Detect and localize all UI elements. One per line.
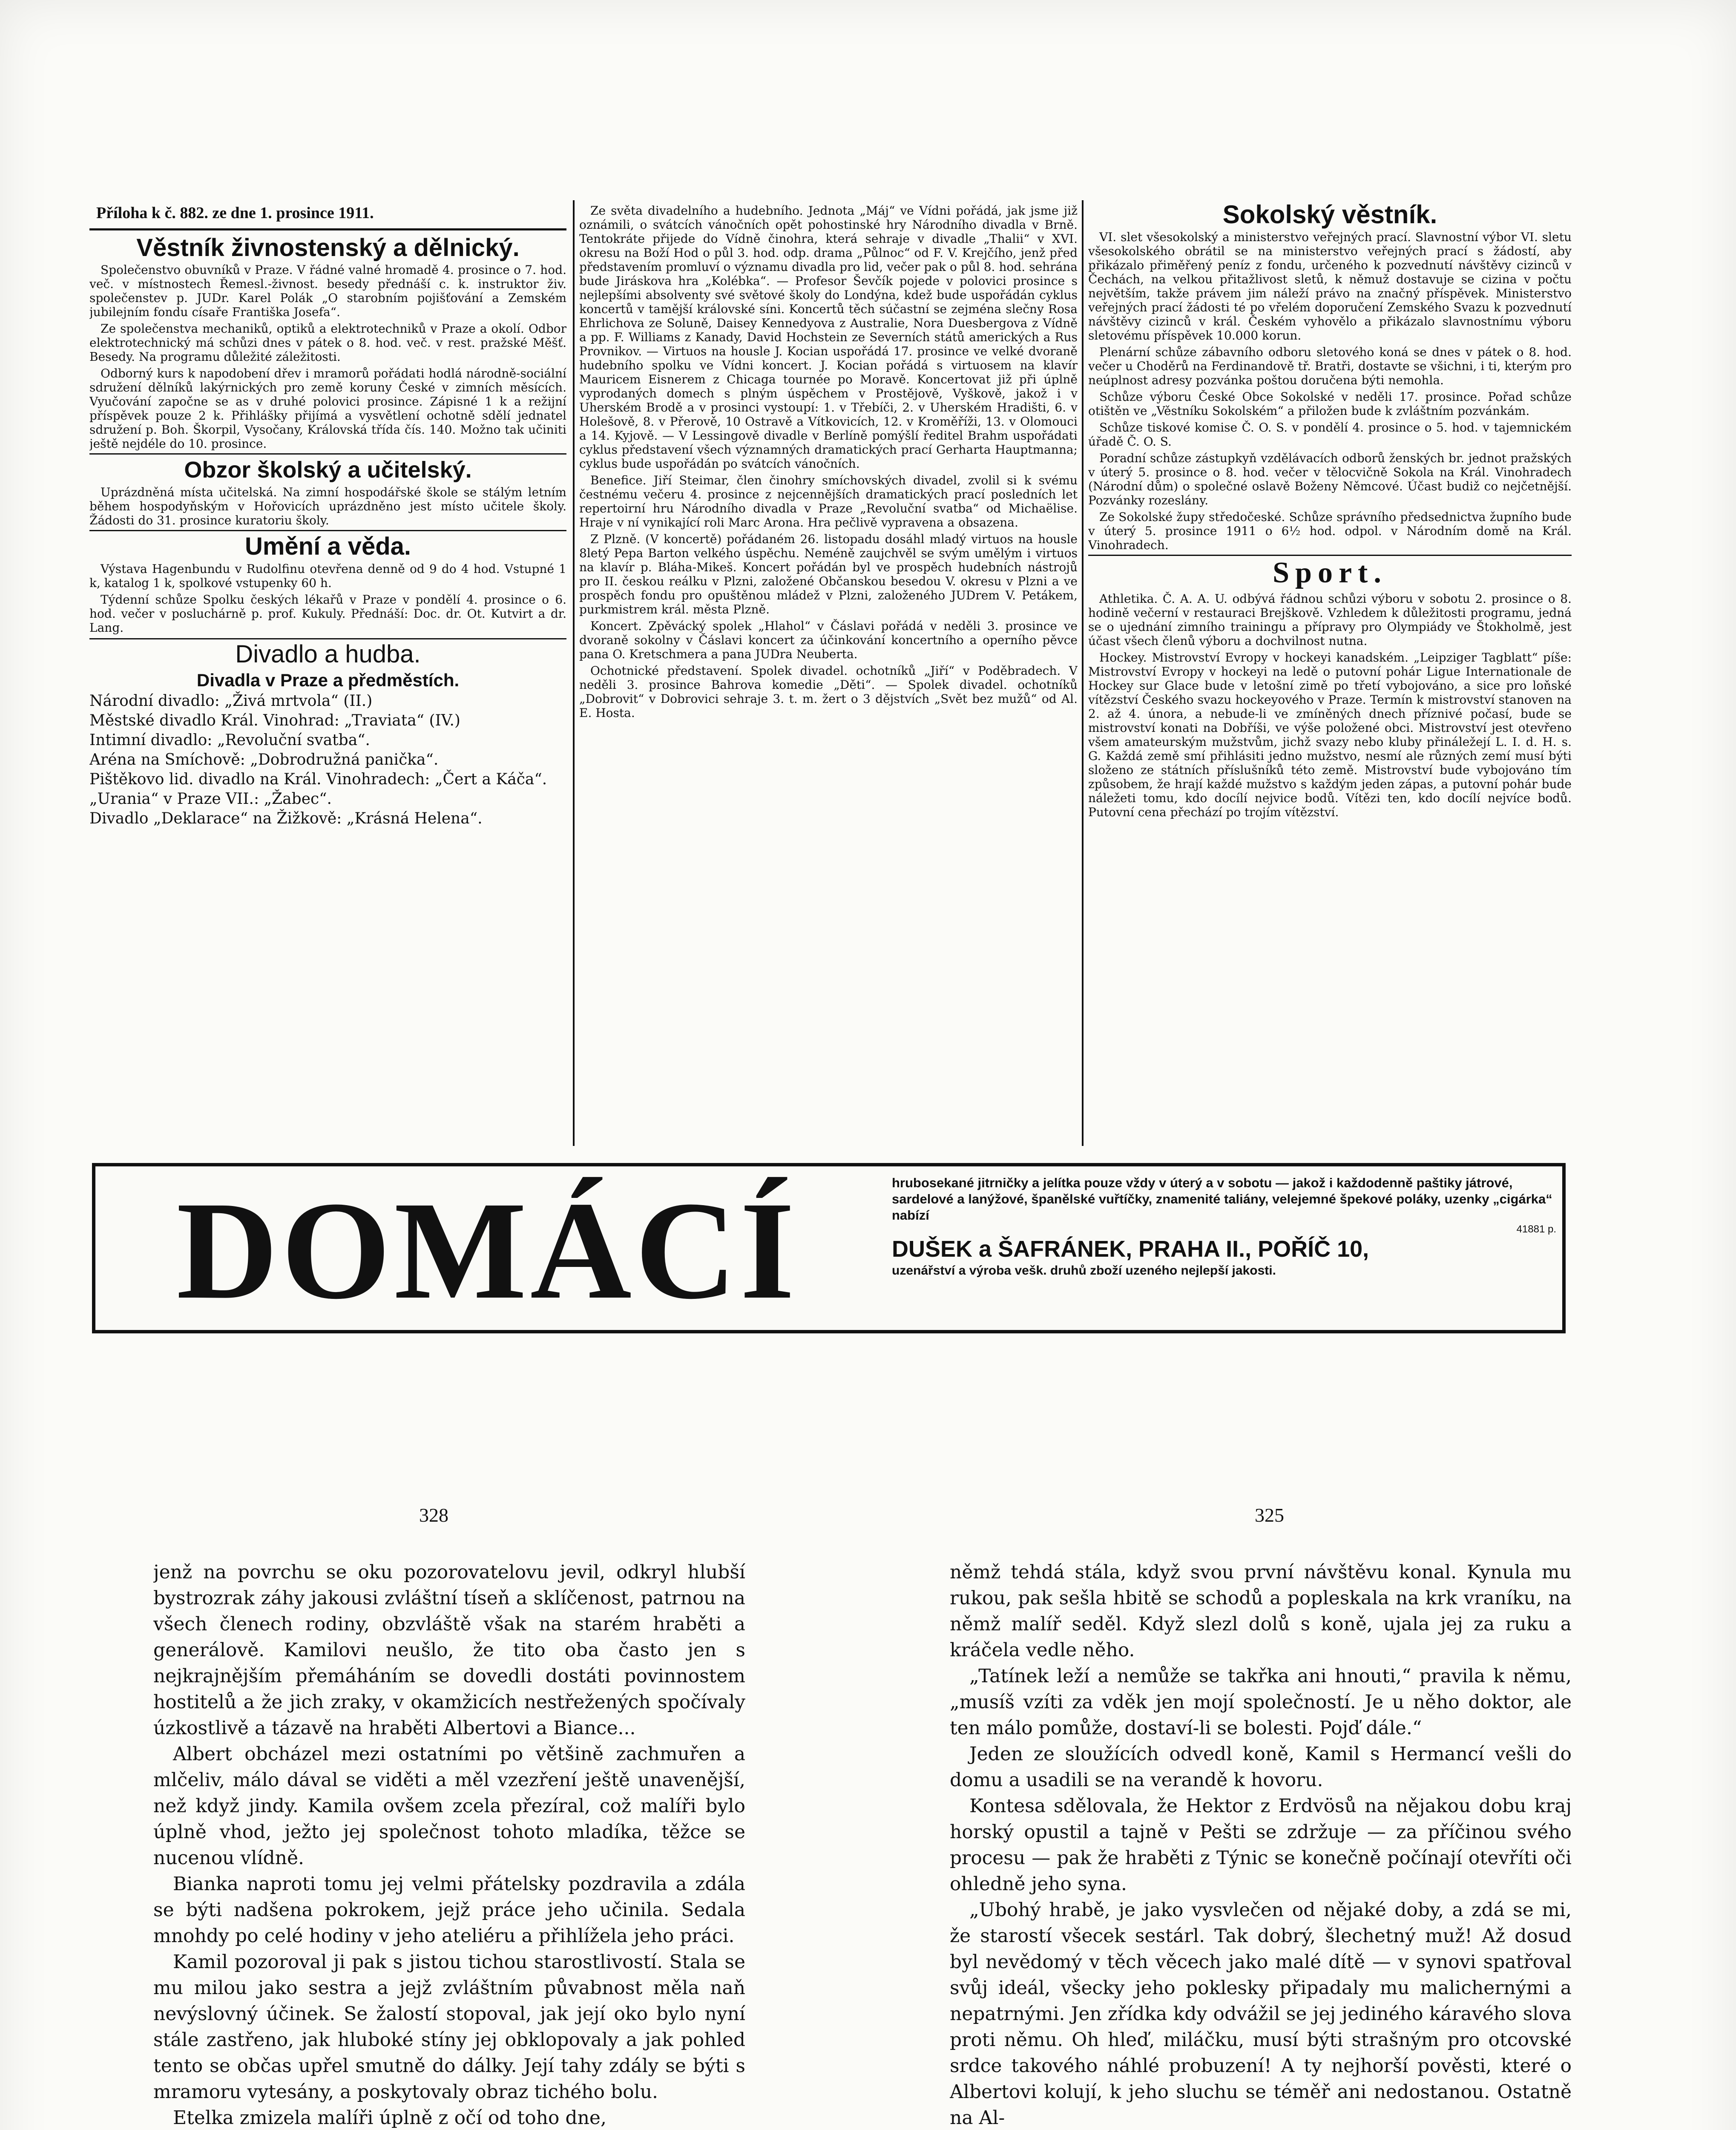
section-title-sokol: Sokolský věstník. [1222, 200, 1437, 229]
column-rule-1 [573, 200, 575, 1146]
novel-paragraph: Jeden ze sloužících odvedl koně, Kamil s Hermancí vešli do domu a usadili se na verandě k hovoru. [950, 1743, 1572, 1791]
ad-text [892, 1175, 1556, 1279]
ad-products: hrubosekané jitrničky a jelítka pouze vždy v úterý a v sobotu — jakož i každodenně paštiky játrové, sardelové a lanýžové, španělské vuřtíčky, znamenité taliány, velejemné špekové poláky, uzenky „cigárka“ nabízí [892, 1175, 1552, 1223]
theatre-item: Intimní divadlo: „Revoluční svatba“. [89, 731, 371, 749]
supplement-header: Příloha k č. 882. ze dne 1. prosince 1911. [96, 204, 374, 222]
novel-paragraph: Bianka naproti tomu jej velmi přátelsky pozdravila a zdála se býti nadšena pokrokem, jejž práce jeho učinila. Sedala mnohdy po celé hodiny v jeho ateliéru a přihlížela jeho práci. [153, 1873, 745, 1947]
article: Plenární schůze zábavního odboru sletového koná se dnes v pátek o 8. hod. večer u Choděrů na Ferdinandově tř. Bratři, dostavte se všichni, i ti, kterým pro neúplnost adresy pozvánka poštou doručena býti nemohla. [1088, 345, 1572, 387]
article: Uprázdněná místa učitelská. Na zimní hospodářské škole se stálým letním během hospodyňským v Hořovicích uprázdněno jest místo učitele školy. Žádosti do 31. prosince kuratoriu školy. [89, 485, 566, 527]
theatre-item: Městské divadlo Král. Vinohrad: „Traviata“ (IV.) [89, 712, 460, 729]
section-title-sport: Sport. [1088, 555, 1572, 590]
section-title-theatre: Divadlo a hudba. [89, 638, 566, 669]
article: Poradní schůze zástupkyň vzdělávacích odborů ženských br. jednot pražských v úterý 5. prosince o 8. hod. večer v tělocvičně Sokola na Král. Vinohradech (Národní dům) o společné oslavě Boženy Němcové. Účast budiž co nejčetnější. Pozvánky rozeslány. [1088, 451, 1572, 507]
article: Benefice. Jiří Steimar, člen činohry smíchovských divadel, zvolil si k svému čestnému večeru 4. prosince z nejcennějších dramatických prací posledních let repertoirní hru Národního divadla v Praze „Revoluční svatba“ od Michaëlise. Hraje v ní vynikající roli Marc Arona. Hra pečlivě vypravena a obsazena. [579, 473, 1078, 530]
novel-paragraph: „Tatínek leží a nemůže se takřka ani hnouti,“ pravila k němu, „musíš vzíti za vděk jen mojí společností. Je u něho doktor, ale ten málo pomůže, dostaví-li se bolesti. Pojď dále.“ [950, 1665, 1572, 1739]
section-title-trade: Věstník živnostenský a dělnický. [89, 228, 566, 263]
ad-brand: DOMÁCÍ [176, 1173, 798, 1328]
article: Hockey. Mistrovství Evropy v hockeyi kanadském. „Leipziger Tagblatt“ píše: Mistrovství Evropy v hockeyi na ledě o putovní pohár Ligue Internationale de Hockey sur Glace bude v letošní zimě po třetí vybojováno, a sice pro loňské vítězství Českého svazu hockeyového v Praze. Termín k mistrovství stanoven na 2. až 4. února, a nebude-li ve zmíněných dnech příznivé počasí, bude se mistrovství konati na Dobříši, ve výše položené obci. Mistrovství jest otevřeno všem amateurským mužstvům, jichž svazy nebo kluby přináležejí L. I. d. H. s. G. Každá země smí přihlásiti jedno mužstvo, nesmí ale různých zemí musí býti složeno ze státních příslušníků této země. Mistrovství bude vybojováno tím způsobem, že hrají každé mužstvo s každým jeden zápas, a putovní pohár bude náležeti tomu, kdo docílí nejvice bodů. Vítězi ten, kdo docílí nejvíce bodů. Putovní cena přechází po trojím vítězství. [1088, 651, 1572, 819]
ad-firm: DUŠEK a ŠAFRÁNEK, PRAHA II., POŘÍČ 10, [892, 1236, 1369, 1262]
article: Společenstvo obuvníků v Praze. V řádné valné hromadě 4. prosince o 7. hod. več. v místnostech Řemesl.-živnost. besedy přednáší c. k. instruktor živ. společenstev p. JUDr. Karel Polák „O starobním pojišťování a Zemském jubilejním fondu císaře Františka Josefa“. [89, 263, 566, 319]
novel-paragraph: „Ubohý hrabě, je jako vysvlečen od nějaké doby, a zdá se mi, že starostí všecek sestárl. Tak dobrý, šlechetný muž! Až dosud byl nevědomý v těch věcech jako malé dítě — v synovi spatřoval svůj ideál, všecky jeho poklesky připadaly mu malichernými a nepatrnými. Jen zřídka kdy odvážil se jej jediného káravého slova proti němu. Oh hleď, miláčku, musí býti strašným pro otcovské srdce takového náhlé probuzení! A ty nejhorší pověsti, které o Albertovi kolují, k jeho sluchu se téměř ani nedostanou. Ostatně na Al- [950, 1899, 1572, 2129]
section-subtitle-theatre: Divadla v Praze a předměstích. [196, 670, 460, 690]
novel-paragraph: Kamil pozoroval ji pak s jistou tichou starostlivostí. Stala se mu milou jako sestra a jejž zvláštním půvabnost měla naň nevýslovný účinek. Se žalostí stopoval, jak její oko bylo nyní stále zastřeno, jak hluboké stíny jej obklopovaly a jak pohled tento se občas upřel smutně do dálky. Její tahy zdály se býti s mramoru vytesány, a poskytovaly obraz tichého bolu. [153, 1951, 745, 2103]
article: Výstava Hagenbundu v Rudolfinu otevřena denně od 9 do 4 hod. Vstupné 1 k, katalog 1 k, spolkové vstupenky 60 h. [89, 562, 566, 590]
theatre-item: Pištěkovo lid. divadlo na Král. Vinohradech: „Čert a Káča“. [89, 771, 547, 788]
article: Odborný kurs k napodobení dřev i mramorů pořádati hodlá národně-sociální sdružení dělníků lakýrnických pro země koruny České v zimních měsících. Vyučování započne se as v druhé polovici prosince. Zápisné 1 k a režijní příspěvek pouze 2 k. Přihlášky přijímá a vysvětlení ochotně sdělí jednatel sdružení p. Boh. Škorpil, Vysočany, Královská třída čís. 140. Možno tak učiniti ještě nejdéle do 10. prosince. [89, 366, 566, 451]
article: Z Plzně. (V koncertě) pořádaném 26. listopadu dosáhl mladý virtuos na housle 8letý Pepa Barton velkého úspěchu. Neméně zaujchvěl se svým umělým i virtuos na klavír p. Bláha-Mikeš. Koncert pořádán byl ve prospěch hudebních nástrojů pro II. českou reálku v Plzni, založené Občanskou besedou V. okresu v Plzni a ve prospěch fondu pro opuštěnou mládež v Plzni, založeného JUDrem V. Petákem, purkmistrem král. města Plzně. [579, 532, 1078, 616]
article: Týdenní schůze Spolku českých lékařů v Praze v pondělí 4. prosince o 6. hod. večer v posluchárně p. prof. Kukuly. Přednáší: Doc. dr. Ot. Kutvirt a dr. Lang. [89, 593, 566, 635]
column-middle [579, 204, 1078, 1154]
novel-paragraph: jenž na povrchu se oku pozorovatelovu jevil, odkryl hlubší bystrozrak záhy jakousi zvláštní tíseň a sklíčenost, patrnou na všech členech rodiny, obzvláště však na starém hraběti a generálově. Kamilovi neušlo, že tito oba často jen s nejkrajnějším přemáháním se dovedli dostáti povinnostem hostitelů a že jich zraky, v okamžicích nestřežených spočívaly úzkostlivě a tázavě na hraběti Albertovi a Biance... [153, 1561, 745, 1739]
page-number-left: 328 [419, 1504, 448, 1526]
novel-paragraph: Etelka zmizela malíři úplně z očí od toho dne, [173, 2107, 606, 2129]
novel-paragraph: Kontesa sdělovala, že Hektor z Erdvösů na nějakou dobu kraj horský opustil a tajně v Pešti se zdržuje — za příčinou svého procesu — pak že hraběti z Týnic se konečně počínají otevříti oči ohledně jeho syna. [950, 1795, 1572, 1895]
article: Schůze výboru České Obce Sokolské v neděli 17. prosince. Pořad schůze otištěn ve „Věstníku Sokolském“ a přiložen bude k zvláštním pozvánkám. [1088, 390, 1572, 418]
page-number-right: 325 [1255, 1504, 1284, 1526]
article: Athletika. Č. A. A. U. odbývá řádnou schůzi výboru v sobotu 2. prosince o 8. hodině večerní v restauraci Brejškově. Vzhledem k důležitosti programu, jedná se o ujednání zimního trainingu a přípravy pro Olympiády ve Štokholmě, jest účast všech členů výboru a dochvilnost nutna. [1088, 592, 1572, 648]
article: Ze Sokolské župy středočeské. Schůze správního předsednictva župního bude v úterý 5. prosince 1911 o 6½ hod. odpol. v Národním domě na Král. Vinohradech. [1088, 510, 1572, 552]
article: Ochotnické představení. Spolek divadel. ochotníků „Jiří“ v Poděbradech. V neděli 3. prosince Bahrova komedie „Děti“. — Spolek divadel. ochotníků „Dobrovit“ v Dobrovici sehraje 3. t. m. žert o 3 dějstvích „Svět bez mužů“ od Al. E. Hosta. [579, 664, 1078, 720]
article: Koncert. Zpěvácký spolek „Hlahol“ v Čáslavi pořádá v neděli 3. prosince ve dvoraně sokolny v Čáslavi koncert za účinkování koncertního a operního pěvce pana O. Kretschmera a pana JUDra Neuberta. [579, 619, 1078, 661]
novel-right-column [950, 1559, 1572, 2130]
section-title-school: Obzor školský a učitelský. [89, 453, 566, 485]
article: Schůze tiskové komise Č. O. S. v pondělí 4. prosince o 5. hod. v tajemnickém úřadě Č. O. S. [1088, 420, 1572, 449]
section-title-art: Umění a věda. [89, 530, 566, 562]
article: Ze světa divadelního a hudebního. Jednota „Máj“ ve Vídni pořádá, jak jsme již oznámili, o svátcích vánočních opět pohostinské hry Národního divadla v Brně. Tentokráte přijede do Vídně činohra, která sehraje v divadle „Thalii“ v XVI. okresu na Boží Hod o půl 3. hod. odp. drama „Půlnoc“ od F. V. Krejčího, jenž před představením promluví o významu divadla pro lid, večer pak o půl 8. hod. sehrána bude Jiráskova hra „Kolébka“. — Profesor Ševčík pojede v polovici prosince s nejlepšími absolventy své světové školy do Londýna, kdež bude uspořádán cyklus koncertů v tamější královské síni. Koncertů těch súčastní se zejména slečny Rosa Ehrlichova ze Soluně, Daisey Kennedyova z Australie, Nora Duesbergova z Vídně a pp. F. Williams z Kanady, David Hochstein ze Severních států amerických a Rus Provnikov. — Virtuos na housle J. Kocian uspořádá 17. prosince ve velké dvoraně hudebního spolku ve Vídni koncert. J. Kocian pořádá s virtuosem na klavír Mauricem Eisnerem z Chicaga tournée po Moravě. Koncertovat již při úplně vyprodaných domech s plným úspěchem v Prostějově, Vyškově, jakož i v Uherském Brodě a v prosinci vystoupí: 1. v Třebíči, 2. v Uherském Hradišti, 6. v Holešově, 8. v Přerově, 10 Ostravě a Vítkovicích, 12. v Kroměříži, 13. v Olomouci a 14. Kyjově. — V Lessingově divadle v Berlíně pomýšlí ředitel Brahm uspořádati cyklus představení všech významných dramatických prací Gerharta Hauptmanna; cyklus bude uspořádán po svátcích vánočních. [579, 204, 1078, 471]
advertisement-box [92, 1163, 1566, 1333]
novel-left-column [153, 1559, 745, 2130]
ad-tagline: uzenářství a výroba vešk. druhů zboží uzeného nejlepší jakosti. [892, 1264, 1276, 1278]
article: Ze společenstva mechaniků, optiků a elektrotechniků v Praze a okolí. Odbor elektrotechnický má schůzi dnes v pátek o 8. hod. več. v rest. pražské Měšť. Besedy. Na programu důležité záležitosti. [89, 322, 566, 364]
column-left [89, 228, 566, 1153]
novel-paragraph: Albert obcházel mezi ostatními po většině zachmuřen a mlčeliv, málo dával se viděti a měl vzezření ještě unavenější, než když jindy. Kamila ovšem zcela přezíral, což malíři bylo úplně vhod, ježto jej společnost tohoto mladíka, těžce se nucenou vlídně. [153, 1743, 745, 1869]
column-rule-2 [1082, 200, 1084, 1146]
theatre-item: „Urania“ v Praze VII.: „Žabec“. [89, 790, 332, 808]
article: VI. slet všesokolský a ministerstvo veřejných prací. Slavnostní výbor VI. sletu všesokolského obrátil se na ministerstvo veřejných prací s žádostí, aby přikázalo přiměřený peníz z fondu, určeného k pozvednutí návštěvy cizinců v Čechách, na velkou přitažlivost sletů, k němuž dostavuje se cizina v počtu největším, takže právem jim náleží právo na značný příspěvek. Ministerstvo veřejných prací žádosti té po vřelém doporučení Zemského Svazu k pozvednutí návštěvy cizinců v král. Českém vyhovělo a přikázalo slavnostnímu výboru sletovému příspěvek 10.000 korun. [1088, 230, 1572, 343]
theatre-item: Divadlo „Deklarace“ na Žižkově: „Krásná Helena“. [89, 810, 483, 827]
theatre-item: Aréna na Smíchově: „Dobrodružná panička“. [89, 751, 439, 769]
novel-paragraph: němž tehdá stála, když svou první návštěvu konal. Kynula mu rukou, pak sešla hbitě se schodů a popleskala na krk vraníku, na němž malíř seděl. Když slezl dolů s koně, ujala jej za ruku a kráčela vedle něho. [950, 1561, 1572, 1661]
theatre-listing [89, 691, 566, 829]
column-right [1088, 199, 1572, 1154]
ad-code: 41881 p. [1516, 1223, 1556, 1235]
theatre-item: Národní divadlo: „Živá mrtvola“ (II.) [89, 692, 373, 710]
